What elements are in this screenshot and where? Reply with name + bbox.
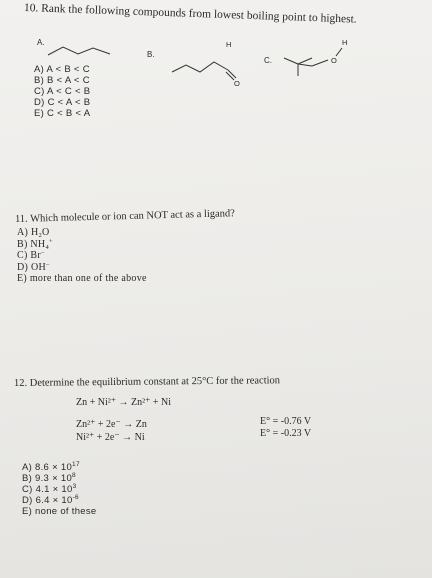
- molecule-c-label: C.: [264, 56, 272, 65]
- q11-choice-e[interactable]: E) more than one of the above: [17, 273, 147, 284]
- q11-choice-b[interactable]: B) $NH_4^+$: [17, 237, 53, 251]
- half-reaction-zinc: Zn²⁺ + 2e⁻ → Zn: [76, 419, 147, 430]
- q12-choice-a[interactable]: A) $8.6 \times 10^{17}$: [22, 461, 80, 473]
- question-12-choices: [22, 462, 97, 517]
- question-10-title: 10. Rank the following compounds from lowest boiling point to highest.: [23, 2, 357, 26]
- q12-choice-e[interactable]: E) none of these: [22, 506, 97, 517]
- q10-choice-d[interactable]: D) C < A < B: [34, 97, 91, 108]
- question-10-choices: [34, 64, 90, 119]
- question-12-title: 12. Determine the equilibrium constant at 25°C for the reaction: [13, 375, 281, 389]
- molecule-a-pentane-structure: [48, 44, 128, 64]
- question-11-title: 11. Which molecule or ion can NOT act as a ligand?: [14, 208, 236, 225]
- q11-choice-d[interactable]: D) OH–: [17, 260, 50, 273]
- q12-choice-d[interactable]: D) $6.4 \times 10^{-6}$: [22, 494, 79, 506]
- q10-choice-c[interactable]: C) A < C < B: [34, 86, 91, 97]
- molecule-b-hydrogen: H: [226, 40, 232, 49]
- q10-choice-b[interactable]: B) B < A < C: [34, 75, 90, 86]
- q10-choice-e[interactable]: E) C < B < A: [34, 108, 91, 119]
- question-12: [13, 375, 344, 389]
- q11-choice-c[interactable]: C) Br–: [17, 249, 45, 261]
- molecule-c-hydrogen: H: [342, 38, 348, 47]
- half-reaction-nickel-potential: E° = -0.23 V: [260, 428, 312, 439]
- molecule-b-label: B.: [147, 50, 155, 59]
- q10-choice-a[interactable]: A) A < B < C: [34, 64, 90, 75]
- half-reaction-nickel: Ni²⁺ + 2e⁻ → Ni: [76, 432, 145, 443]
- question-10: [18, 2, 432, 26]
- question-11: [14, 208, 315, 285]
- q11-choice-a[interactable]: A) $H_2O$: [17, 227, 50, 239]
- molecule-a-label: A.: [37, 38, 45, 47]
- overall-reaction: Zn + Ni²⁺ → Zn²⁺ + Ni: [76, 397, 172, 408]
- molecule-c-oxygen: O: [331, 56, 337, 65]
- question-11-choices: [17, 227, 315, 285]
- molecule-b-butanal-structure: [172, 48, 242, 82]
- q12-choice-c[interactable]: C) $4.1 \times 10^3$: [22, 483, 77, 495]
- molecule-c-tert-butanol-structure: [284, 46, 354, 86]
- molecule-b-oxygen: O: [234, 79, 240, 88]
- q12-choice-b[interactable]: B) $9.3 \times 10^8$: [22, 472, 76, 484]
- half-reaction-zinc-potential: E° = -0.76 V: [260, 416, 312, 427]
